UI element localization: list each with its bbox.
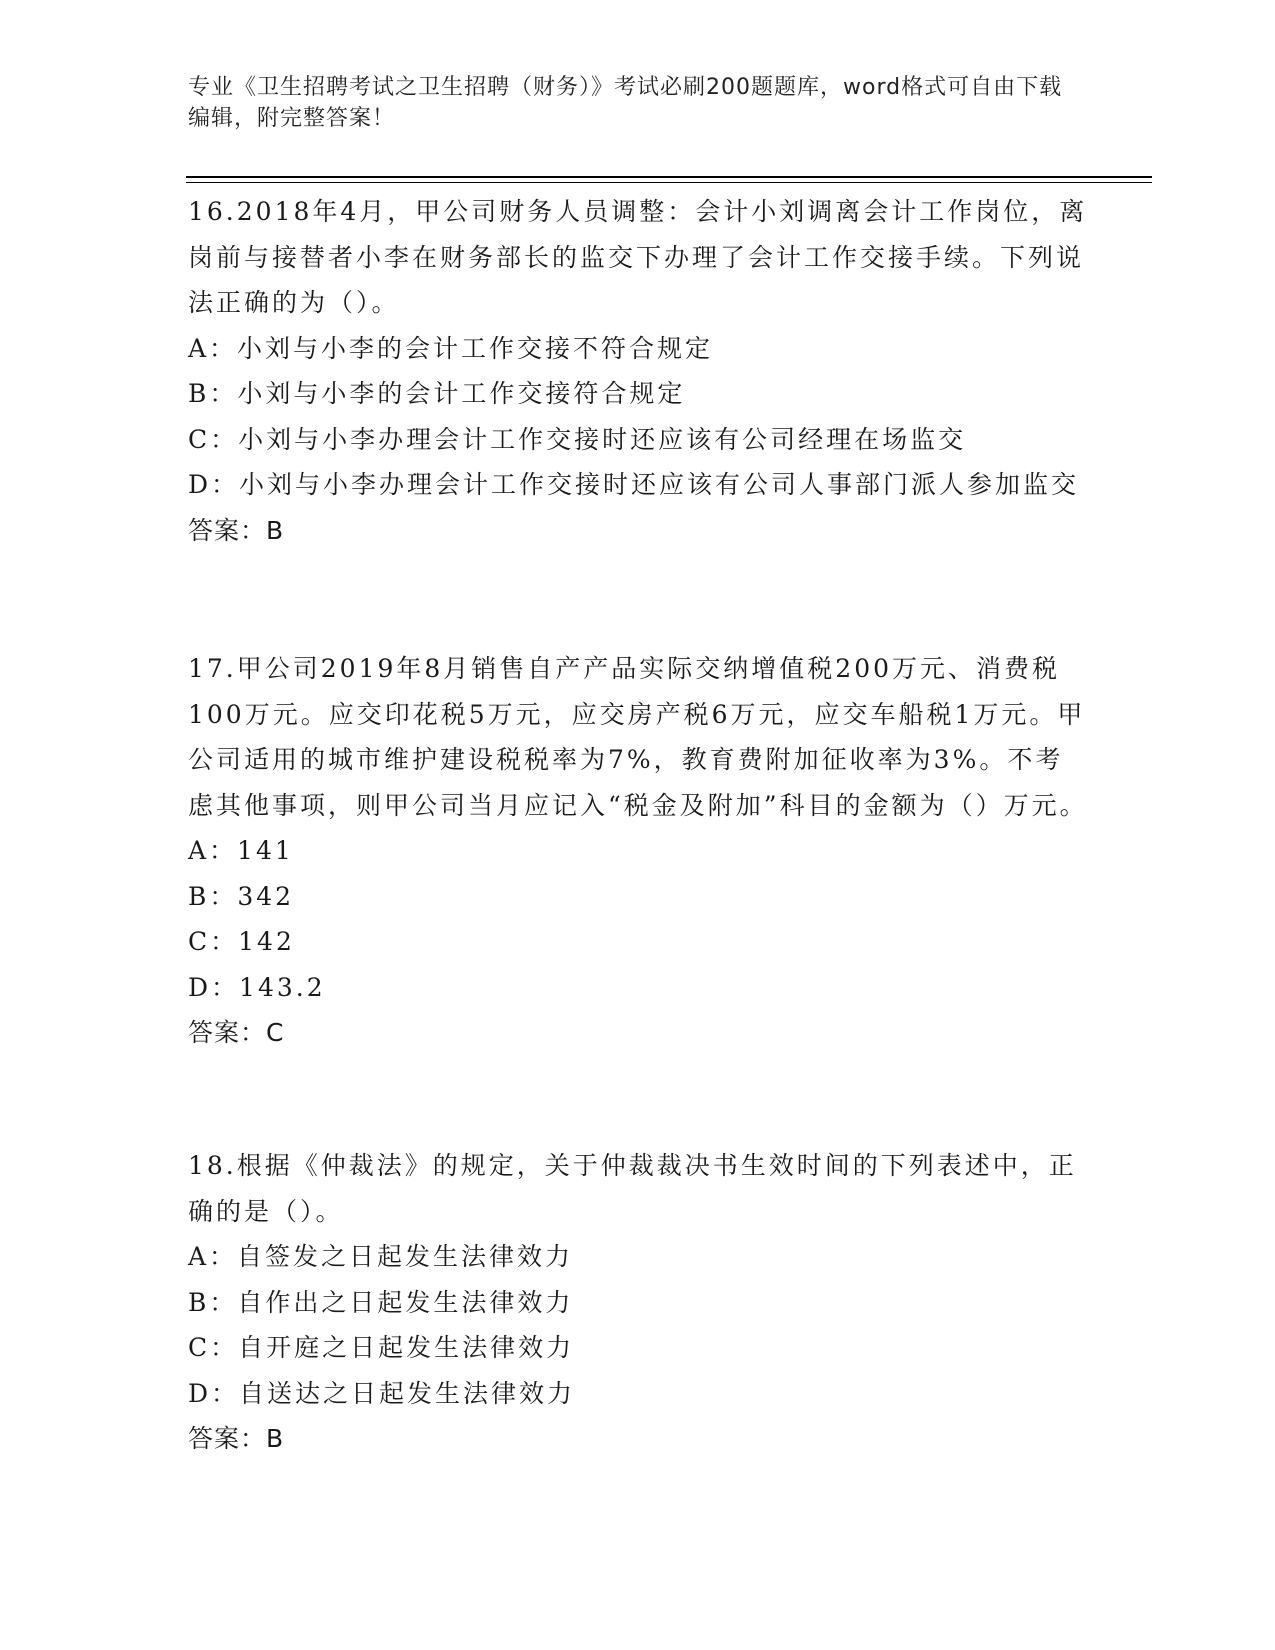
option-b: B：小刘与小李的会计工作交接符合规定	[188, 379, 686, 408]
option-c: C：自开庭之日起发生法律效力	[188, 1333, 575, 1362]
option-a: A：小刘与小李的会计工作交接不符合规定	[188, 333, 714, 363]
document-header: 专业《卫生招聘考试之卫生招聘（财务）》考试必刷200题题库，word格式可自由下载编辑，附完整答案！	[188, 75, 1063, 131]
option-d: D：自送达之日起发生法律效力	[188, 1378, 576, 1408]
question-stem: 16.2018年4月，甲公司财务人员调整：会计小刘调离会计工作岗位，离岗前与接替者小李在财务部长的监交下办理了会计工作交接手续。下列说法正确的为（）。	[188, 197, 1088, 317]
option-d: D：小刘与小李办理会计工作交接时还应该有公司人事部门派人参加监交	[188, 470, 1080, 499]
answer-line: 答案：C	[188, 1018, 285, 1047]
question-stem: 18.根据《仲裁法》的规定，关于仲裁裁决书生效时间的下列表述中，正确的是（）。	[188, 1151, 1077, 1226]
question-16	[188, 189, 1088, 553]
option-c: C：142	[188, 927, 295, 956]
option-a: A：自签发之日起发生法律效力	[188, 1242, 574, 1271]
option-b: B：自作出之日起发生法律效力	[188, 1287, 574, 1317]
answer-line: 答案：B	[188, 1424, 285, 1453]
question-18	[188, 1143, 1088, 1462]
question-17	[188, 646, 1088, 1056]
option-c: C：小刘与小李办理会计工作交接时还应该有公司经理在场监交	[188, 424, 967, 454]
option-b: B：342	[188, 881, 295, 911]
header-divider-thin	[186, 182, 1152, 183]
header-divider-thick	[186, 176, 1152, 178]
answer-line: 答案：B	[188, 515, 285, 545]
option-d: D：143.2	[188, 972, 326, 1002]
option-a: A：141	[188, 836, 294, 865]
question-stem: 17.甲公司2019年8月销售自产产品实际交纳增值税200万元、消费税100万元。应交印花税5万元，应交房产税6万元，应交车船税1万元。甲公司适用的城市维护建设税税率为7%，教育费附加征收率为3%。不考虑其他事项，则甲公司当月应记入“税金及附加”科目的金额为（）万元。	[188, 654, 1088, 820]
